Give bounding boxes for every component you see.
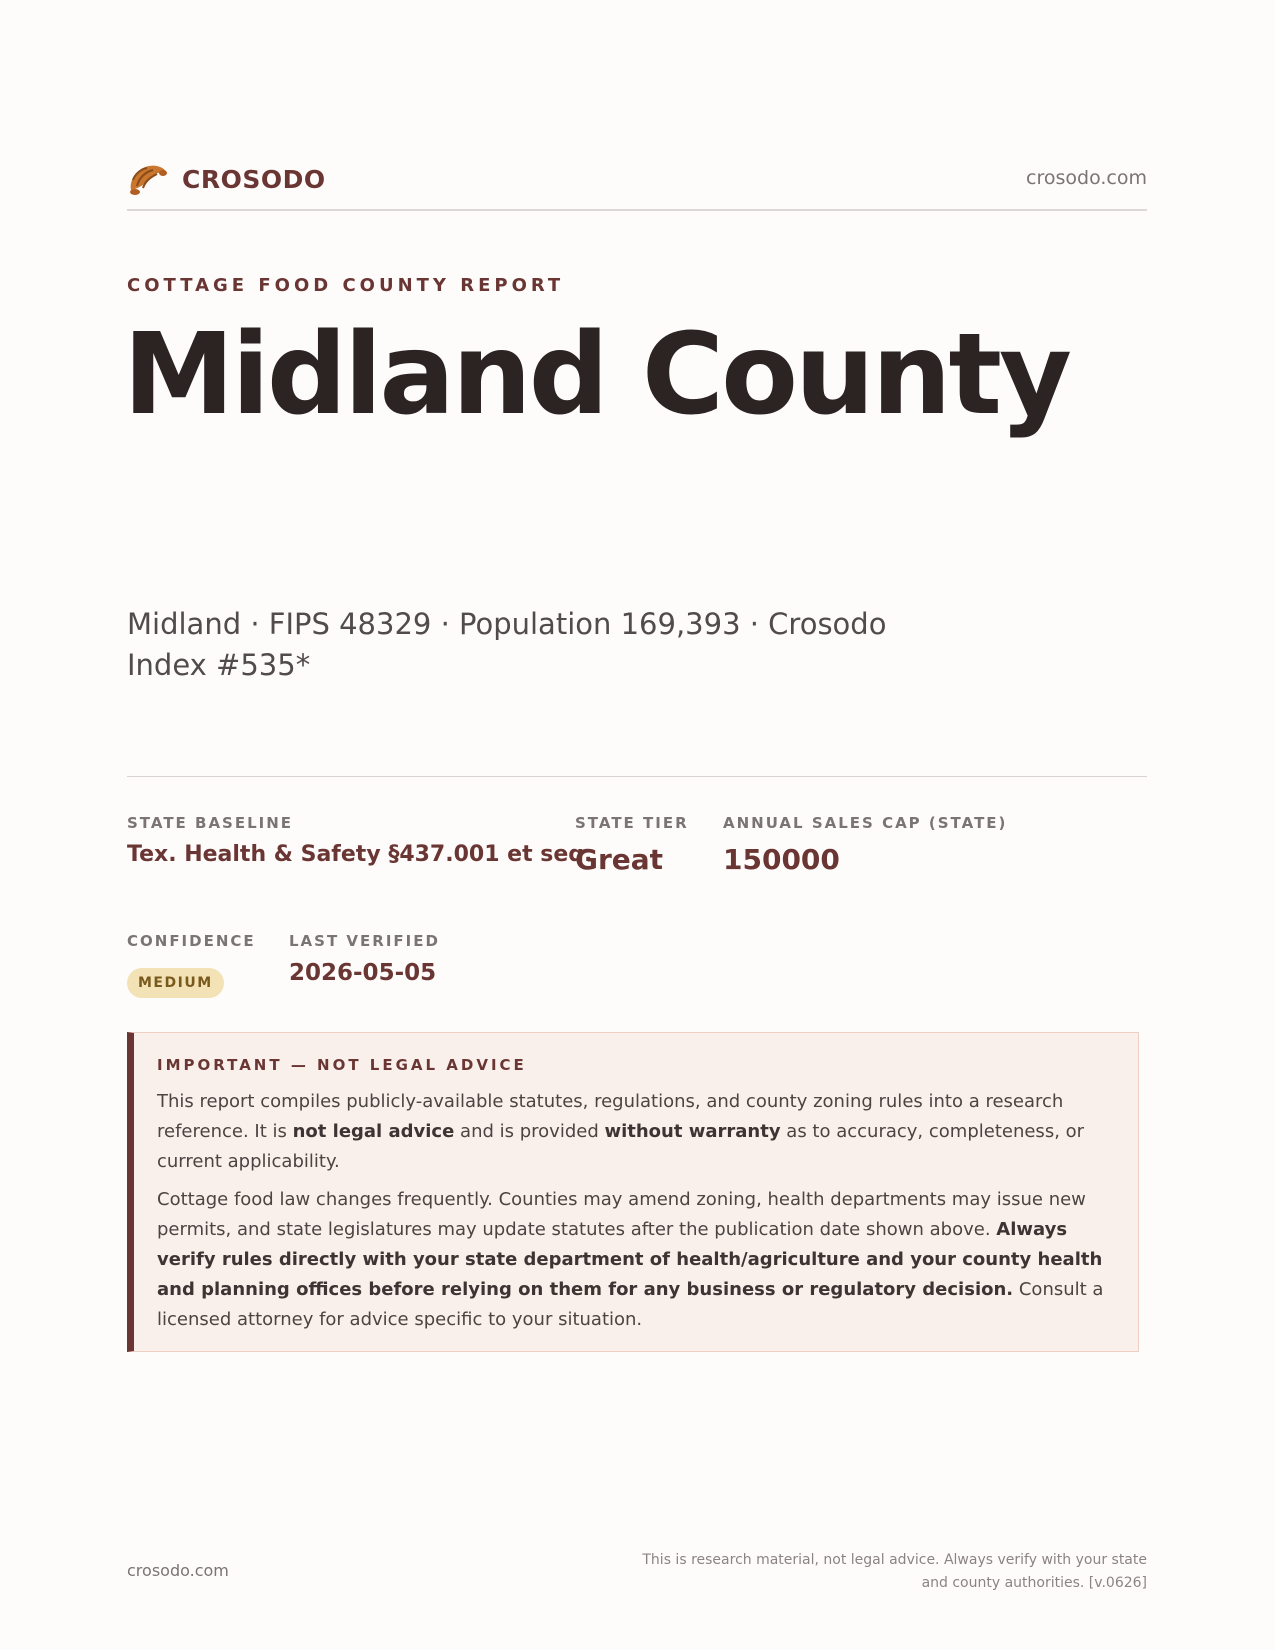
page-title: Midland County [123,310,1070,440]
footer-site-url[interactable]: crosodo.com [127,1561,229,1580]
footer-disclaimer [607,1549,1147,1595]
notice-paragraph-1: This report compiles publicly-available statutes, regulations, and county zoning rules into a research reference. It is not legal advice and is provided without warranty as to accuracy, completeness, or current applicability. [157,1091,1085,1172]
last-verified-value: 2026-05-05 [289,960,437,986]
confidence-label: CONFIDENCE [127,932,256,950]
notice-paragraph-2: Cottage food law changes frequently. Counties may amend zoning, health departments may issue new permits, and state legislatures may update statutes after the publication date shown above. Always verify rules directly with your state department of health/agriculture and your county health and planning offices before relying on them for any business or regulatory decision. Consult a licensed attorney for advice specific to your situation. [157,1189,1104,1330]
header-divider [127,209,1147,211]
site-url[interactable]: crosodo.com [1026,167,1147,189]
legal-notice [127,1032,1139,1352]
confidence-badge: MEDIUM [127,968,224,998]
report-page [123,0,1147,1650]
sales-cap-value: 150000 [723,843,840,876]
state-baseline-label: STATE BASELINE [127,814,294,832]
state-tier-value: Great [575,843,664,876]
state-tier-label: STATE TIER [575,814,689,832]
last-verified-label: LAST VERIFIED [289,932,440,950]
footer-disclaimer-line-1: This is research material, not legal advice. Always verify with your state [642,1552,1147,1568]
county-subtitle: Midland · FIPS 48329 · Population 169,393 · Crosodo Index #535* [127,607,887,682]
section-divider [127,776,1147,777]
croissant-icon [127,160,169,198]
brand[interactable] [127,160,326,198]
notice-title: IMPORTANT — NOT LEGAL ADVICE [157,1056,527,1074]
footer-disclaimer-line-2: and county authorities. [v.0626] [921,1575,1147,1591]
brand-name: CROSODO [182,164,326,194]
report-eyebrow: COTTAGE FOOD COUNTY REPORT [127,275,565,296]
sales-cap-label: ANNUAL SALES CAP (STATE) [723,814,1008,832]
state-baseline-value: Tex. Health & Safety §437.001 et seq. [127,842,593,867]
